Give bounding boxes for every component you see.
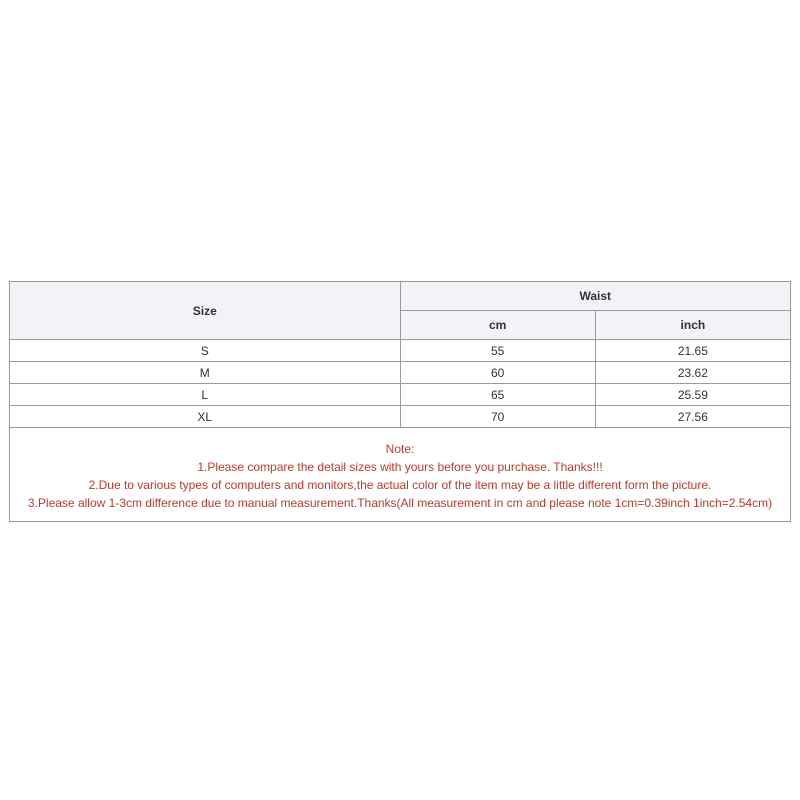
cm-cell: 60 <box>400 362 595 384</box>
size-cell: XL <box>10 406 401 428</box>
inch-cell: 27.56 <box>595 406 790 428</box>
notes-cell <box>10 428 791 522</box>
table-row <box>10 406 791 428</box>
table-row <box>10 340 791 362</box>
cm-cell: 55 <box>400 340 595 362</box>
note-line-1: 1.Please compare the detail sizes with yours before you purchase. Thanks!!! <box>197 459 603 474</box>
size-cell: M <box>10 362 401 384</box>
inch-cell: 25.59 <box>595 384 790 406</box>
table-row <box>10 384 791 406</box>
cm-cell: 70 <box>400 406 595 428</box>
notes-title: Note: <box>385 441 415 456</box>
inch-column-header: inch <box>595 311 790 340</box>
notes-row <box>10 428 791 522</box>
waist-column-header: Waist <box>400 282 791 311</box>
size-column-header: Size <box>10 282 401 340</box>
table-header-row <box>10 282 791 311</box>
size-cell: S <box>10 340 401 362</box>
cm-column-header: cm <box>400 311 595 340</box>
table-row <box>10 362 791 384</box>
note-line-3: 3.Please allow 1-3cm difference due to manual measurement.Thanks(All measurement in cm and please note 1cm=0.39inch 1inch=2.54cm) <box>27 495 773 510</box>
note-line-2: 2.Due to various types of computers and monitors,the actual color of the item may be a little different form the picture. <box>88 477 712 492</box>
inch-cell: 23.62 <box>595 362 790 384</box>
size-cell: L <box>10 384 401 406</box>
cm-cell: 65 <box>400 384 595 406</box>
size-chart-table <box>9 281 791 522</box>
inch-cell: 21.65 <box>595 340 790 362</box>
